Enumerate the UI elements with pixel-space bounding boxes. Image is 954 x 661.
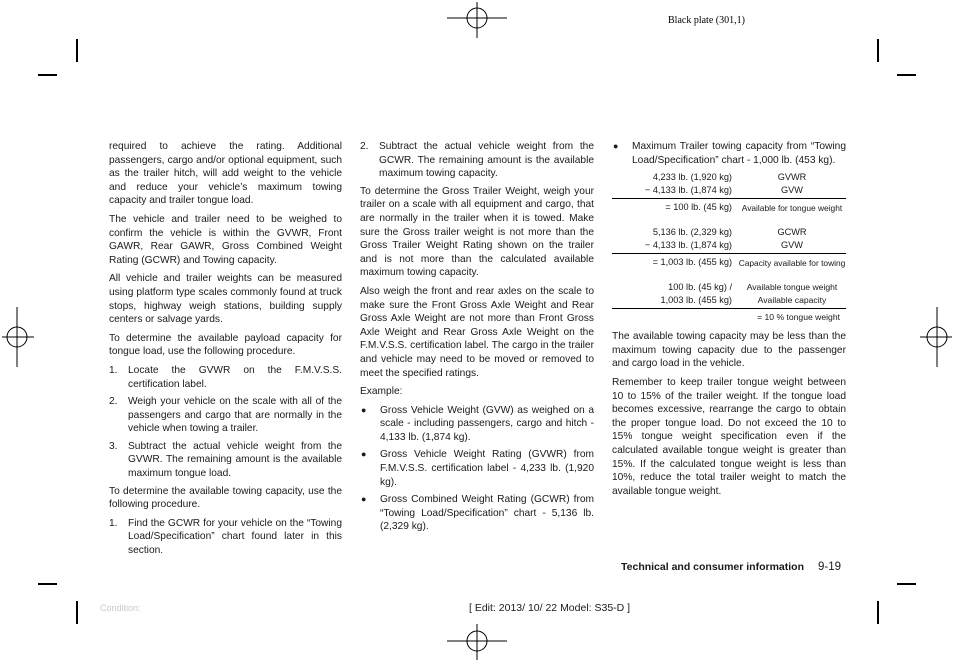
paragraph: To determine the available towing capacity, use the following procedure. — [109, 485, 342, 511]
crop-mark — [38, 74, 57, 76]
calc-value: = 1,003 lb. (455 kg) — [652, 257, 732, 268]
bullet-text: Gross Vehicle Weight (GVW) as weighed on a scale - including passengers, cargo and hitch - 4,133 lb. (1,874 kg). — [380, 404, 594, 443]
list-number: 2. — [109, 396, 118, 408]
paragraph: To determine the available payload capacity for tongue load, use the following procedure. — [109, 332, 342, 358]
list-item — [109, 364, 342, 391]
calc-result-row — [612, 201, 846, 214]
list-number: 1. — [109, 517, 118, 529]
crop-mark — [38, 583, 57, 585]
plate-label: Black plate (301,1) — [668, 15, 745, 26]
paragraph: To determine the Gross Trailer Weight, weigh your trailer on a scale with all equipment and cargo, that are normally in the trailer when it is towed. Make sure the Gross trailer weight is not more than the Gross Trailer Weight Rating shown on the trailer and is not more than the calculated available maximum towing capacity. — [360, 185, 594, 279]
column-3 — [612, 140, 846, 503]
example-label: Example: — [360, 386, 403, 398]
paragraph: The available towing capacity may be less than the maximum towing capacity due to the passenger and cargo load in the vehicle. — [612, 331, 846, 370]
crop-mark — [897, 74, 916, 76]
crop-mark — [897, 583, 916, 585]
registration-mark-right — [918, 305, 954, 369]
calc-rule — [612, 253, 846, 254]
paragraph: Remember to keep trailer tongue weight between 10 to 15% of the trailer weight. If the tongue load becomes excessive, rearrange the cargo to obtain the proper tongue load. Do not exceed the 10 to 15% tongue weight specification even if the calculated available tongue weight is greater than 15%. If the calculated tongue weight is less than 10%, reduce the total trailer weight to match the available tongue weight. — [612, 376, 846, 497]
crop-mark — [76, 601, 78, 624]
ratio-value: 100 lb. (45 kg) / — [668, 282, 732, 293]
list-number: 2. — [360, 141, 369, 152]
ratio-label: Available tongue weight — [746, 282, 838, 293]
list-text: Subtract the actual vehicle weight from the GVWR. The remaining amount is the available maximum tongue load. — [128, 440, 342, 480]
crop-mark — [877, 601, 879, 624]
edit-info: [ Edit: 2013/ 10/ 22 Model: S35-D ] — [469, 602, 631, 614]
bullet-icon: ● — [361, 404, 367, 415]
bullet-text: Maximum Trailer towing capacity from “Towing Load/Specification” chart - 1,000 lb. (453 kg). — [632, 141, 846, 166]
bullet-item — [612, 140, 846, 167]
registration-mark-bottom — [445, 622, 509, 661]
paragraph: required to achieve the rating. Additional passengers, cargo and/or optional equipment, such as the trailer hitch, will add weight to the vehicle and reduce your vehicle’s maximum towing capacity and trailer tongue load. — [109, 141, 342, 207]
section-title: Technical and consumer information — [621, 561, 805, 573]
bullet-item — [360, 493, 594, 534]
crop-mark — [877, 39, 879, 62]
paragraph: All vehicle and trailer weights can be measured using platform type scales commonly found at truck stops, highway weigh stations, building supply centers or salvage yards. — [109, 273, 342, 326]
calculation-table — [612, 171, 846, 324]
condition-label: Condition: — [100, 603, 141, 613]
list-text: Find the GCWR for your vehicle on the “Towing Load/Specification” chart found later in this section. — [128, 517, 342, 557]
bullet-icon: ● — [361, 449, 367, 460]
list-item — [109, 517, 342, 558]
ratio-result: = 10 % tongue weight — [757, 312, 840, 323]
calc-row — [612, 171, 846, 184]
crop-mark — [76, 39, 78, 62]
calc-value: − 4,133 lb. (1,874 kg) — [644, 185, 732, 196]
calc-label: GVW — [781, 185, 803, 196]
list-item — [109, 395, 342, 436]
calc-label: GCWR — [777, 227, 807, 238]
bullet-icon: ● — [361, 494, 367, 505]
ratio-rule — [612, 308, 846, 309]
calc-row — [612, 184, 846, 197]
calc-label: GVWR — [777, 172, 807, 183]
bullet-icon: ● — [613, 141, 619, 151]
registration-mark-top — [445, 0, 509, 40]
list-text: Subtract the actual vehicle weight from the GCWR. The remaining amount is the available maximum towing capacity. — [379, 141, 594, 180]
list-item — [360, 140, 594, 181]
calc-label: GVW — [781, 240, 803, 251]
paragraph: The vehicle and trailer need to be weighed to confirm the vehicle is within the GVWR, Front GAWR, Rear GAWR, Gross Combined Weight Rating (GCWR) and Towing capacity. — [109, 213, 342, 266]
calc-row — [612, 239, 846, 252]
calc-value: − 4,133 lb. (1,874 kg) — [644, 240, 732, 251]
ratio-label: Available capacity — [757, 295, 827, 306]
registration-mark-left — [0, 305, 36, 369]
calc-value: 4,233 lb. (1,920 kg) — [652, 172, 732, 183]
calc-label: Available for tongue weight — [741, 202, 843, 213]
calc-value: 5,136 lb. (2,329 kg) — [652, 227, 732, 238]
list-text: Locate the GVWR on the F.M.V.S.S. certification label. — [128, 364, 342, 390]
calc-row — [612, 226, 846, 239]
calc-rule — [612, 198, 846, 199]
calc-value: = 100 lb. (45 kg) — [665, 202, 732, 213]
bullet-item — [360, 404, 594, 445]
list-text: Weigh your vehicle on the scale with all of the passengers and cargo that are normally in the vehicle when towing a trailer. — [128, 396, 342, 435]
ratio-row — [612, 281, 846, 294]
paragraph: Also weigh the front and rear axles on the scale to make sure the Front Gross Axle Weight and Rear Gross Axle Weight are not more than Front Gross Axle Weight and Rear Gross Axle Weight on the F.M.V.S.S. certification label. The cargo in the trailer and vehicle may need to be moved or removed to meet the specified ratings. — [360, 285, 594, 379]
list-item — [109, 440, 342, 481]
bullet-item — [360, 448, 594, 489]
calc-label: Capacity available for towing — [738, 257, 846, 268]
bullet-text: Gross Combined Weight Rating (GCWR) from “Towing Load/Specification” chart - 5,136 lb. (2,329 kg). — [380, 494, 594, 533]
column-2 — [360, 140, 594, 538]
list-number: 3. — [109, 440, 118, 452]
column-1 — [109, 140, 342, 562]
ratio-row — [612, 294, 846, 307]
ratio-value: 1,003 lb. (455 kg) — [660, 295, 732, 306]
page-number: 9-19 — [818, 561, 842, 573]
list-number: 1. — [109, 364, 118, 376]
calc-result-row — [612, 256, 846, 269]
bullet-text: Gross Vehicle Weight Rating (GVWR) from F.M.V.S.S. certification label - 4,233 lb. (1,920 kg). — [380, 449, 594, 488]
